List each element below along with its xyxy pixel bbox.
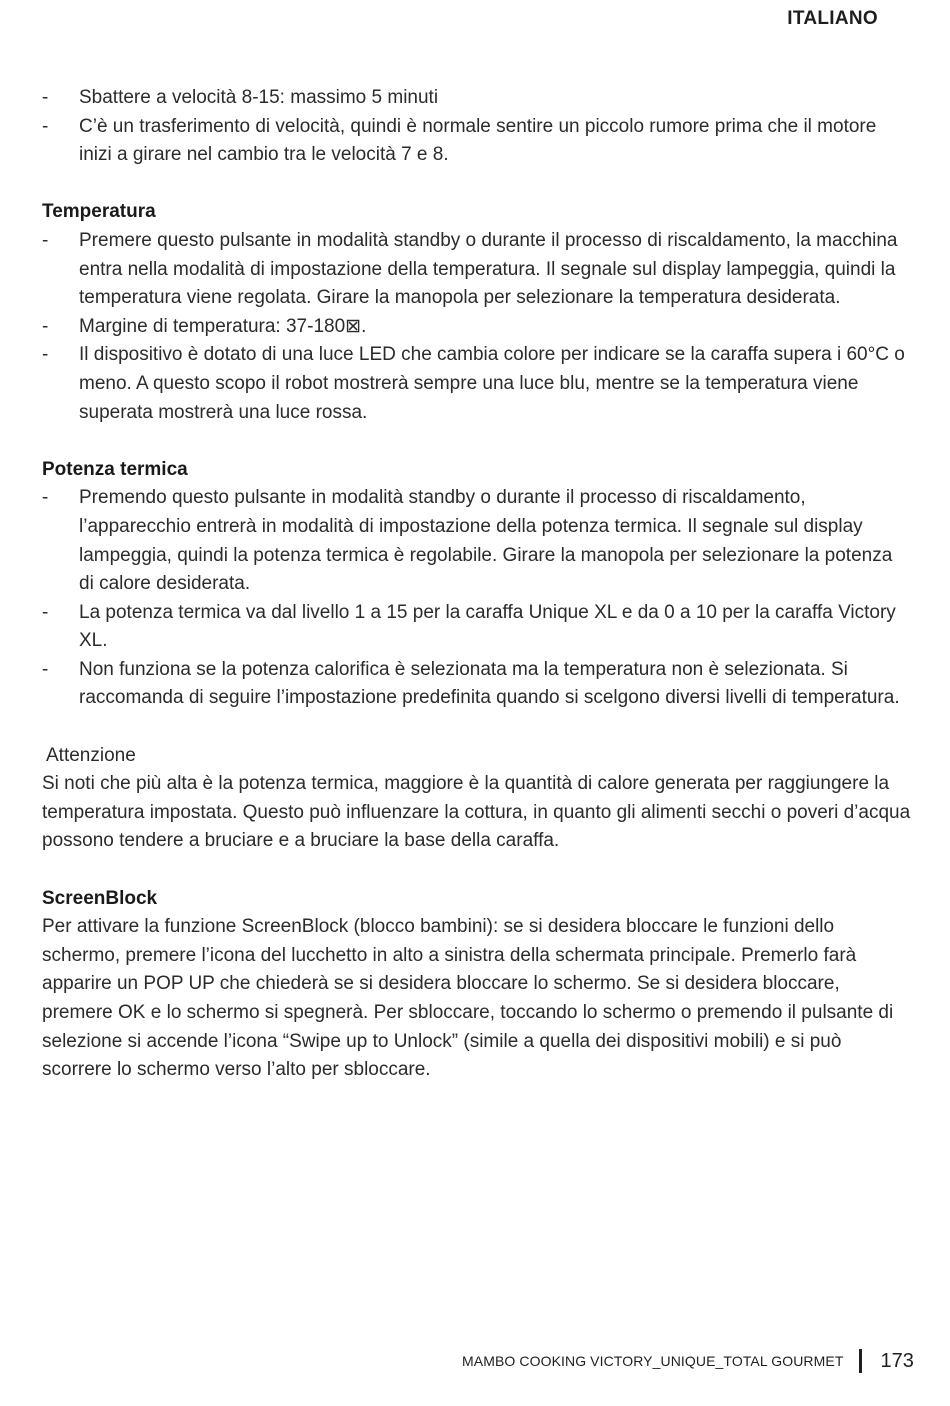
intro-list xyxy=(42,84,912,170)
list-item: - Premere questo pulsante in modalità standby o durante il processo di riscaldamento, la macchina entra nella modalità di impostazione della temperatura. Il segnale sul display lampeggia, quindi la temperatura viene regolata. Girare la manopola per selezionare la temperatura desiderata. xyxy=(42,227,912,313)
list-item: - Margine di temperatura: 37-180⊠. xyxy=(42,313,912,342)
screenblock-text: Per attivare la funzione ScreenBlock (blocco bambini): se si desidera bloccare le funzioni dello schermo, premere l’icona del lucchetto in alto a sinistra della schermata principale. Premerlo farà apparire un POP UP che chiederà se si desidera bloccare lo schermo. Se si desidera bloccare, premere OK e lo schermo si spegnerà. Per sbloccare, toccando lo schermo o premendo il pulsante di selezione si accende l’icona “Swipe up to Unlock” (simile a quella dei dispositivi mobili) e si può scorrere lo schermo verso l’alto per sbloccare. xyxy=(42,916,894,1081)
section-title: Potenza termica xyxy=(42,458,188,480)
list-item: - C’è un trasferimento di velocità, quindi è normale sentire un piccolo rumore prima che il motore inizi a girare nel cambio tra le velocità 7 e 8. xyxy=(42,113,912,170)
page-footer xyxy=(462,1346,914,1376)
attention-text: Si noti che più alta è la potenza termica, maggiore è la quantità di calore generata per raggiungere la temperatura impostata. Questo può influenzare la cottura, in quanto gli alimenti secchi o poveri d’acqua possono tendere a bruciare e a bruciare la base della caraffa. xyxy=(42,773,911,852)
list-item: - Premendo questo pulsante in modalità standby o durante il processo di riscaldamento, l’apparecchio entrerà in modalità di impostazione della potenza termica. Il segnale sul display lampeggia, quindi la potenza termica è regolabile. Girare la manopola per selezionare la potenza di calore desiderata. xyxy=(42,484,912,598)
footer-product-name: MAMBO COOKING VICTORY_UNIQUE_TOTAL GOURMET xyxy=(462,1353,844,1369)
section-temperatura xyxy=(42,198,912,427)
section-screenblock xyxy=(42,885,912,1085)
list-item: - La potenza termica va dal livello 1 a 15 per la caraffa Unique XL e da 0 a 10 per la caraffa Victory XL. xyxy=(42,599,912,656)
footer-divider xyxy=(859,1349,862,1373)
section-title: ScreenBlock xyxy=(42,887,158,909)
temperatura-list xyxy=(42,227,912,427)
list-item: - Il dispositivo è dotato di una luce LED che cambia colore per indicare se la caraffa supera i 60°C o meno. A questo scopo il robot mostrerà sempre una luce blu, mentre se la temperatura viene superata mostrerà una luce rossa. xyxy=(42,341,912,427)
list-item: - Non funziona se la potenza calorifica è selezionata ma la temperatura non è selezionata. Si raccomanda di seguire l’impostazione predefinita quando si scelgono diversi livelli di temperatura. xyxy=(42,656,912,713)
section-attenzione xyxy=(42,742,912,856)
manual-content xyxy=(42,84,912,1085)
potenza-list xyxy=(42,484,912,713)
language-label: ITALIANO xyxy=(787,8,878,29)
section-potenza-termica xyxy=(42,456,912,713)
attention-label: Attenzione xyxy=(46,744,136,766)
list-item: - Sbattere a velocità 8-15: massimo 5 minuti xyxy=(42,84,912,113)
page-number: 173 xyxy=(880,1349,914,1372)
section-title: Temperatura xyxy=(42,201,156,223)
